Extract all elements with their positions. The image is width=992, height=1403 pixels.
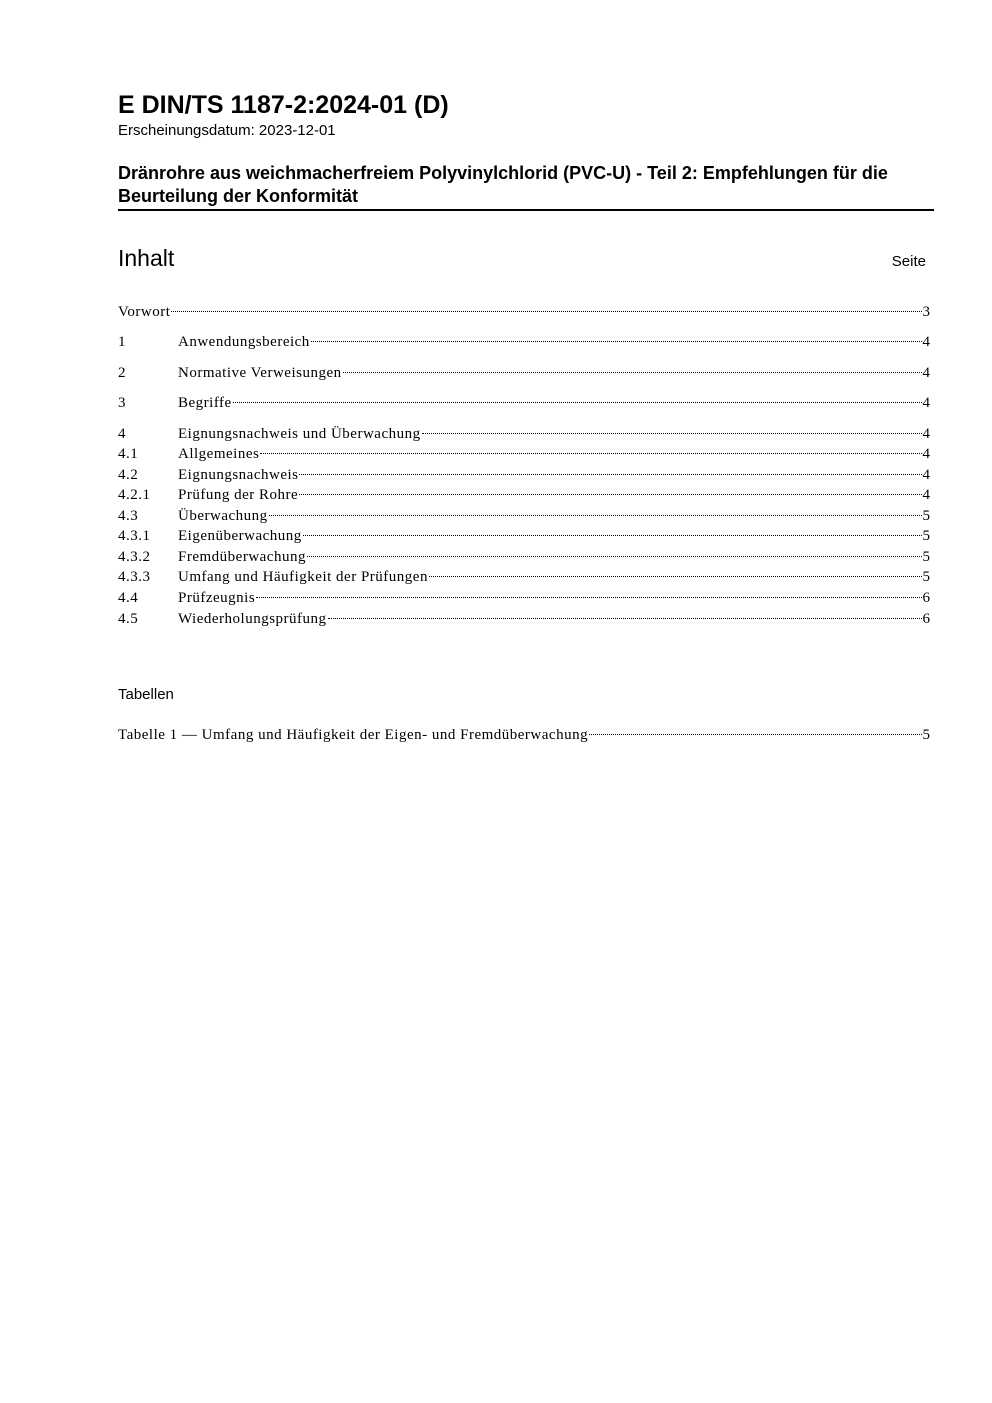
toc-entry-number: 4.3 xyxy=(118,508,139,524)
toc-entry-1[interactable] xyxy=(118,332,930,352)
toc-entry-number: 4.3.3 xyxy=(118,569,151,585)
dot-leader xyxy=(256,597,921,598)
dot-leader xyxy=(299,474,921,475)
dot-leader xyxy=(311,341,922,342)
toc-entry-4[interactable] xyxy=(118,424,930,444)
toc-entry-title: Prüfung der Rohre xyxy=(178,487,299,503)
toc-entry-number: 4.2 xyxy=(118,467,139,483)
toc-entry-page: 4 xyxy=(922,467,930,483)
toc-entry-4-3-1[interactable] xyxy=(118,526,930,546)
toc-entry-page: 3 xyxy=(922,304,930,320)
toc-entry-title: Eignungsnachweis und Überwachung xyxy=(178,426,421,442)
toc-entry-page: 4 xyxy=(922,334,930,350)
dot-leader xyxy=(343,372,922,373)
toc-entry-page: 4 xyxy=(922,395,930,411)
dot-leader xyxy=(429,576,922,577)
toc-entry-page: 6 xyxy=(922,611,930,627)
toc-entry-page: 6 xyxy=(922,590,930,606)
toc-entry-number: 2 xyxy=(118,365,126,381)
toc-entry-page: 5 xyxy=(922,569,930,585)
dot-leader xyxy=(328,618,922,619)
document-header xyxy=(118,90,934,211)
dot-leader xyxy=(303,535,922,536)
toc-entry-4-4[interactable] xyxy=(118,588,930,608)
toc-entry-number: 1 xyxy=(118,334,126,350)
toc-entry-number: 4.1 xyxy=(118,446,139,462)
toc-entry-number: 4.5 xyxy=(118,611,139,627)
document-id: E DIN/TS 1187-2:2024-01 (D) xyxy=(118,91,449,119)
toc-entry-4-3-2[interactable] xyxy=(118,547,930,567)
toc-entry-number: 3 xyxy=(118,395,126,411)
dot-leader xyxy=(589,734,921,735)
toc-entry-4-3[interactable] xyxy=(118,506,930,526)
toc-heading-row xyxy=(118,244,926,272)
toc-entry-title: Überwachung xyxy=(178,508,268,524)
toc-entry-4-2[interactable] xyxy=(118,465,930,485)
toc-entry-vorwort[interactable] xyxy=(118,302,930,322)
toc-entry-page: 4 xyxy=(922,365,930,381)
toc-entry-title: Allgemeines xyxy=(178,446,260,462)
toc-entry-title: Eignungsnachweis xyxy=(178,467,299,483)
toc-entry-2[interactable] xyxy=(118,363,930,383)
toc-entry-page: 5 xyxy=(922,528,930,544)
toc-entry-title: Begriffe xyxy=(178,395,232,411)
toc-entry-page: 4 xyxy=(922,487,930,503)
toc-entry-page: 5 xyxy=(922,508,930,524)
dot-leader xyxy=(307,556,922,557)
toc-entry-number: 4 xyxy=(118,426,126,442)
toc-entry-title: Fremdüberwachung xyxy=(178,549,306,565)
dot-leader xyxy=(171,311,921,312)
toc-entry-title: Normative Verweisungen xyxy=(178,365,342,381)
toc-entry-page: 5 xyxy=(922,549,930,565)
table-list-entry-1[interactable] xyxy=(118,725,930,745)
dot-leader xyxy=(299,494,921,495)
toc-entry-page: 4 xyxy=(922,446,930,462)
dot-leader xyxy=(422,433,922,434)
dot-leader xyxy=(260,453,921,454)
toc-entry-number: 4.4 xyxy=(118,590,139,606)
toc-entry-title: Wiederholungsprüfung xyxy=(178,611,327,627)
table-entry-page: 5 xyxy=(922,727,930,743)
document-title: Dränrohre aus weichmacherfreiem Polyvinylchlorid (PVC-U) - Teil 2: Empfehlungen für die Beurteilung der Konformität xyxy=(118,162,934,211)
toc-entry-number: 4.2.1 xyxy=(118,487,151,503)
toc-entry-title: Eigenüberwachung xyxy=(178,528,302,544)
tables-heading: Tabellen xyxy=(118,686,174,703)
dot-leader xyxy=(233,402,922,403)
toc-heading: Inhalt xyxy=(118,245,175,271)
dot-leader xyxy=(269,515,922,516)
toc-entry-4-3-3[interactable] xyxy=(118,567,930,587)
toc-entry-3[interactable] xyxy=(118,393,930,413)
toc-entry-number: 4.3.1 xyxy=(118,528,151,544)
toc-page-label: Seite xyxy=(891,253,926,270)
table-entry-title: Tabelle 1 — Umfang und Häufigkeit der Eigen- und Fremdüberwachung xyxy=(118,727,589,743)
toc-entry-title: Anwendungsbereich xyxy=(178,334,310,350)
toc-entry-page: 4 xyxy=(922,426,930,442)
toc-entry-title: Umfang und Häufigkeit der Prüfungen xyxy=(178,569,428,585)
toc-entry-4-1[interactable] xyxy=(118,444,930,464)
toc-entry-number: 4.3.2 xyxy=(118,549,151,565)
toc-entry-title: Vorwort xyxy=(118,304,171,320)
publication-date: Erscheinungsdatum: 2023-12-01 xyxy=(118,122,336,139)
toc-entry-title: Prüfzeugnis xyxy=(178,590,256,606)
toc-entry-4-2-1[interactable] xyxy=(118,485,930,505)
toc-entry-4-5[interactable] xyxy=(118,609,930,629)
